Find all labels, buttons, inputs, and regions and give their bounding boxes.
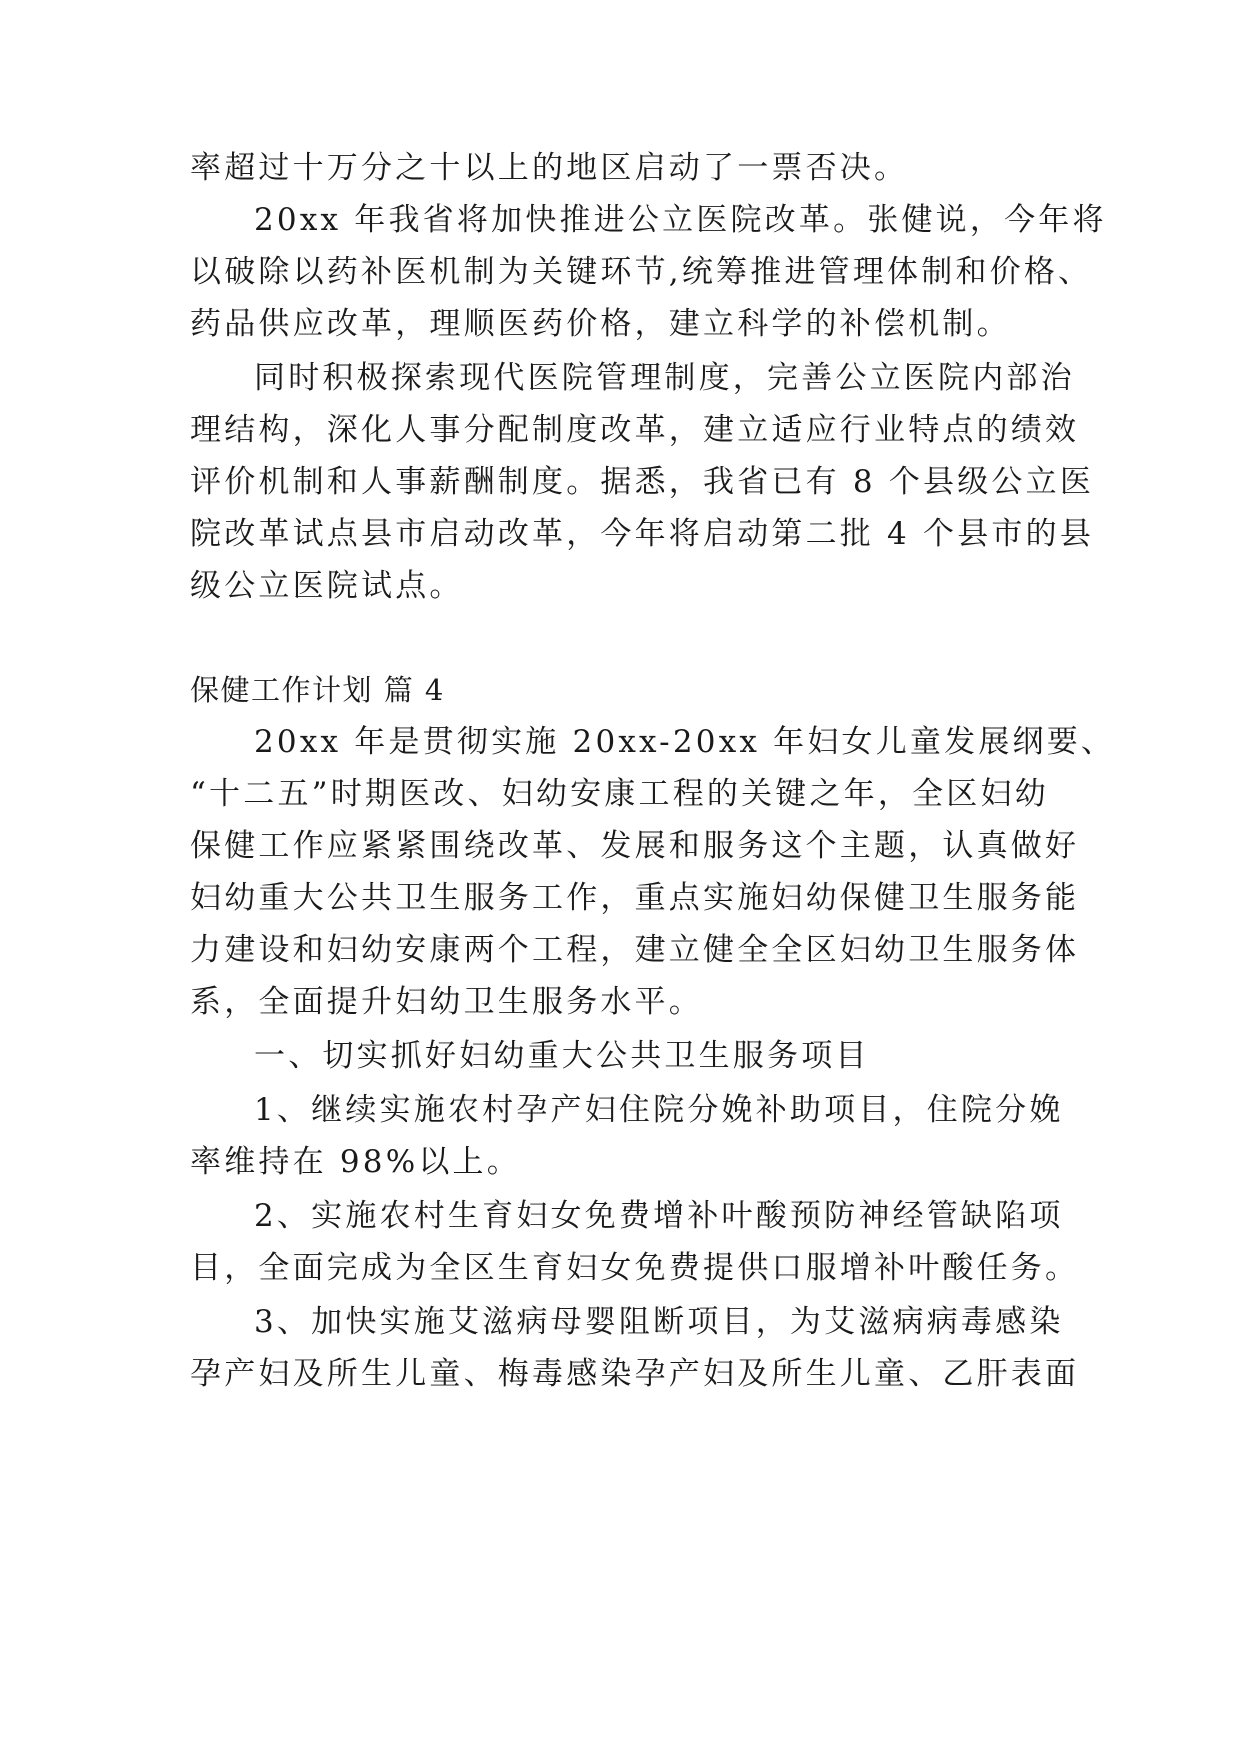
- text-line: 院改革试点县市启动改革，今年将启动第二批 4 个县市的县: [190, 516, 1095, 552]
- text-line: 系，全面提升妇幼卫生服务水平。: [190, 984, 703, 1020]
- text-line: 目，全面完成为全区生育妇女免费提供口服增补叶酸任务。: [190, 1250, 1080, 1286]
- section-heading: 保健工作计划 篇 4: [190, 673, 445, 707]
- text-line: 保健工作应紧紧围绕改革、发展和服务这个主题，认真做好: [190, 828, 1080, 864]
- text-line: 妇幼重大公共卫生服务工作，重点实施妇幼保健卫生服务能: [190, 880, 1080, 916]
- paragraph-start-line: 同时积极探索现代医院管理制度，完善公立医院内部治: [254, 360, 1075, 396]
- text-line: 理结构，深化人事分配制度改革，建立适应行业特点的绩效: [190, 412, 1080, 448]
- text-line: 孕产妇及所生儿童、梅毒感染孕产妇及所生儿童、乙肝表面: [190, 1356, 1080, 1392]
- text-line: 率超过十万分之十以上的地区启动了一票否决。: [190, 150, 909, 186]
- subheading-line: 一、切实抓好妇幼重大公共卫生服务项目: [254, 1038, 870, 1074]
- paragraph-start-line: 2、实施农村生育妇女免费增补叶酸预防神经管缺陷项: [254, 1198, 1064, 1234]
- paragraph-start-line: 20xx 年是贯彻实施 20xx-20xx 年妇女儿童发展纲要、: [254, 724, 1116, 760]
- text-line: 药品供应改革，理顺医药价格，建立科学的补偿机制。: [190, 306, 1011, 342]
- paragraph-start-line: 1、继续实施农村孕产妇住院分娩补助项目，住院分娩: [254, 1092, 1064, 1128]
- paragraph-start-line: 3、加快实施艾滋病母婴阻断项目，为艾滋病病毒感染: [254, 1304, 1064, 1340]
- text-line: “十二五”时期医改、妇幼安康工程的关键之年，全区妇幼: [190, 776, 1049, 812]
- text-line: 以破除以药补医机制为关键环节,统筹推进管理体制和价格、: [190, 254, 1093, 290]
- text-line: 率维持在 98%以上。: [190, 1144, 521, 1180]
- text-line: 力建设和妇幼安康两个工程，建立健全全区妇幼卫生服务体: [190, 932, 1080, 968]
- text-line: 评价机制和人事薪酬制度。据悉，我省已有 8 个县级公立医: [190, 464, 1095, 500]
- paragraph-start-line: 20xx 年我省将加快推进公立医院改革。张健说，今年将: [254, 202, 1107, 238]
- text-line: 级公立医院试点。: [190, 568, 464, 604]
